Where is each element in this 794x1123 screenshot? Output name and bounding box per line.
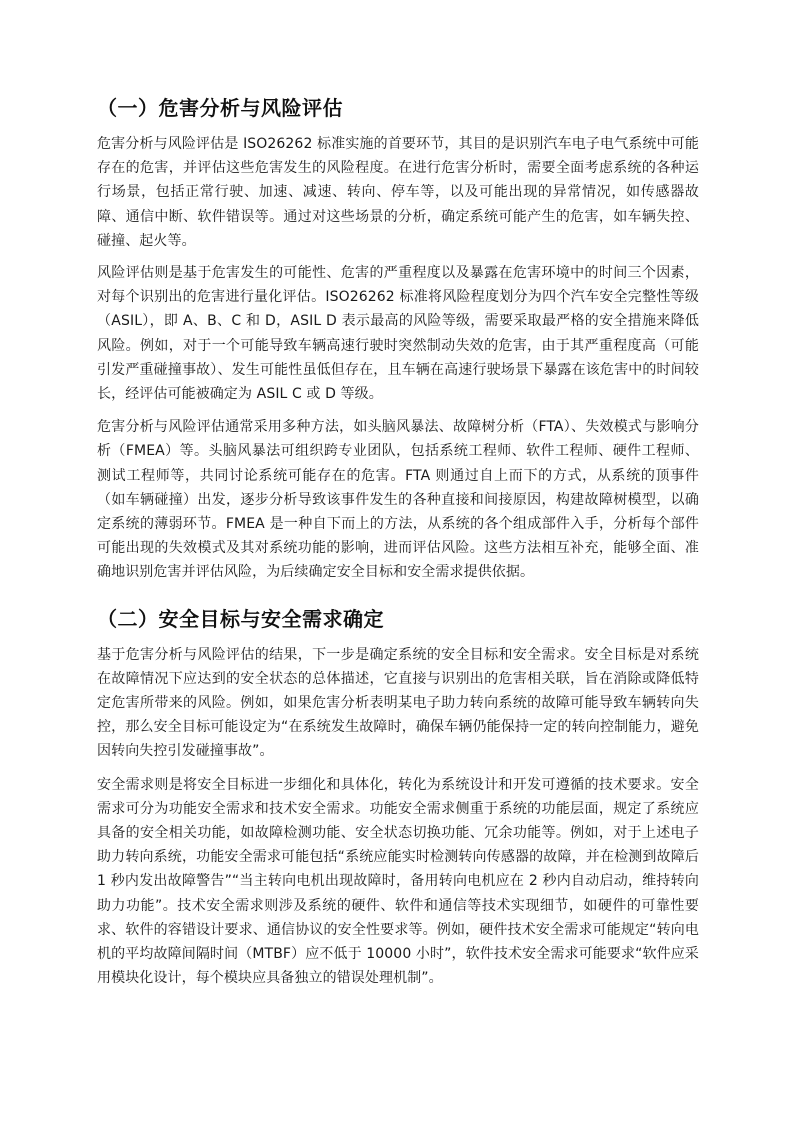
paragraph: 危害分析与风险评估是 ISO26262 标准实施的首要环节，其目的是识别汽车电子电气系统中可能存在的危害，并评估这些危害发生的风险程度。在进行危害分析时，需要全面考虑系统的各种运行场景，包括正常行驶、加速、减速、转向、停车等，以及可能出现的异常情况，如传感器故障、通信中断、软件错误等。通过对这些场景的分析，确定系统可能产生的危害，如车辆失控、碰撞、起火等。: [97, 136, 699, 249]
paragraph: 基于危害分析与风险评估的结果，下一步是确定系统的安全目标和安全需求。安全目标是对系统在故障情况下应达到的安全状态的总体描述，它直接与识别出的危害相关联，旨在消除或降低特定危害所带来的风险。例如，如果危害分析表明某电子助力转向系统的故障可能导致车辆转向失控，那么安全目标可能设定为“在系统发生故障时，确保车辆仍能保持一定的转向控制能力，避免因转向失控引发碰撞事故”。: [97, 646, 699, 760]
paragraph: 安全需求则是将安全目标进一步细化和具体化，转化为系统设计和开发可遵循的技术要求。安全需求可分为功能安全需求和技术安全需求。功能安全需求侧重于系统的功能层面，规定了系统应具备的安全相关功能，如故障检测功能、安全状态切换功能、冗余功能等。例如，对于上述电子助力转向系统，功能安全需求可能包括“系统应能实时检测转向传感器的故障，并在检测到故障后 1 秒内发出故障警告”“当主转向电机出现故障时，备用转向电机应在 2 秒内自动启动，维持转向助力功能”。技术安全需求则涉及系统的硬件、软件和通信等技术实现细节，如硬件的可靠性要求、软件的容错设计要求、通信协议的安全性要求等。例如，硬件技术安全需求可能规定“转向电机的平均故障间隔时间（MTBF）应不低于 10000 小时”，软件技术安全需求可能要求“软件应采用模块化设计，每个模块应具备独立的错误处理机制”。: [97, 776, 699, 987]
section-heading-safety-goals: （二）安全目标与安全需求确定: [97, 606, 384, 631]
paragraph: 风险评估则是基于危害发生的可能性、危害的严重程度以及暴露在危害环境中的时间三个因素，对每个识别出的危害进行量化评估。ISO26262 标准将风险程度划分为四个汽车安全完整性等级（ASIL），即 A、B、C 和 D，ASIL D 表示最高的风险等级，需要采取最严格的安全措施来降低风险。例如，对于一个可能导致车辆高速行驶时突然制动失效的危害，由于其严重程度高（可能引发严重碰撞事故）、发生可能性虽低但存在，且车辆在高速行驶场景下暴露在该危害中的时间较长，经评估可能被确定为 ASIL C 或 D 等级。: [97, 265, 699, 403]
document-page: [97, 88, 699, 991]
paragraph: 危害分析与风险评估通常采用多种方法，如头脑风暴法、故障树分析（FTA）、失效模式与影响分析（FMEA）等。头脑风暴法可组织跨专业团队，包括系统工程师、软件工程师、硬件工程师、测试工程师等，共同讨论系统可能存在的危害。FTA 则通过自上而下的方式，从系统的顶事件（如车辆碰撞）出发，逐步分析导致该事件发生的各种直接和间接原因，构建故障树模型，以确定系统的薄弱环节。FMEA 是一种自下而上的方法，从系统的各个组成部件入手，分析每个部件可能出现的失效模式及其对系统功能的影响，进而评估风险。这些方法相互补充，能够全面、准确地识别危害并评估风险，为后续确定安全目标和安全需求提供依据。: [97, 419, 699, 581]
section-heading-hazard-analysis: （一）危害分析与风险评估: [97, 96, 343, 120]
